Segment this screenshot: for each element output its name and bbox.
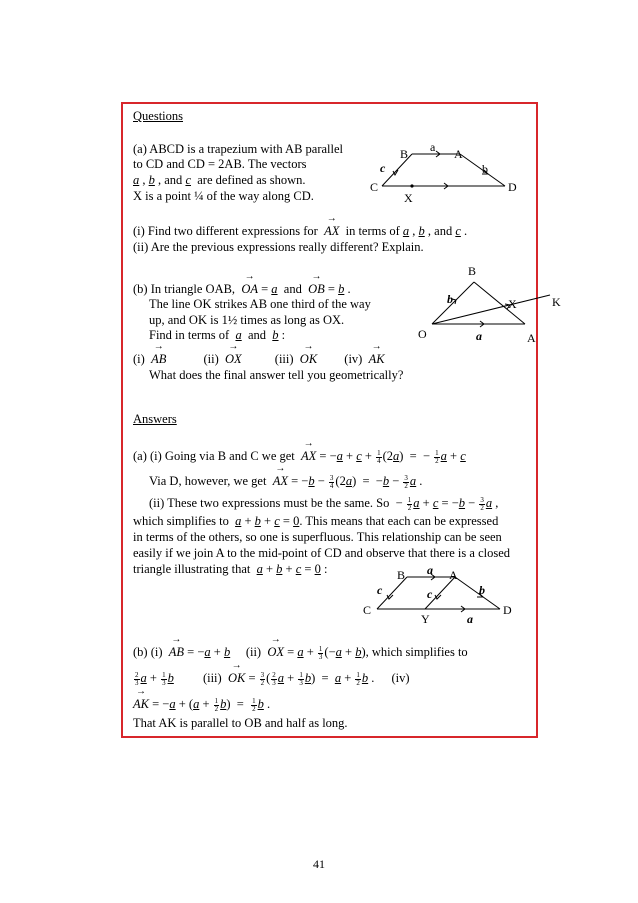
label-vec-c2: c xyxy=(427,587,433,601)
label-a: A xyxy=(527,331,536,345)
label-y: Y xyxy=(421,612,430,626)
answer-b-iv: → AK = −a + (a + $\frac{1}{2}$ b) = $\frac{1}{2}$ b . xyxy=(133,697,270,713)
label-vec-c: c xyxy=(380,161,386,175)
label-c-vertex: C xyxy=(370,180,379,194)
answer-b-iii: $\frac{2}{3}$ a + $\frac{1}{3}$ b (iii) → OK = $\frac{3}{2}$ ( $\frac{2}{3}$ a + $\frac{1}{3}$ b) = a + $\frac{1}{2}$ b . (iv) xyxy=(133,671,410,687)
label-vec-b: b xyxy=(447,292,453,306)
label-c-vertex: C xyxy=(363,603,372,617)
label-x: X xyxy=(508,297,517,311)
answer-final: That AK is parallel to OB and half as long. xyxy=(133,716,348,730)
part-a-ii: (ii) Are the previous expressions really different? Explain. xyxy=(133,240,424,254)
closed-triangle-diagram xyxy=(355,565,525,631)
part-b-question: What does the final answer tell you geometrically? xyxy=(149,368,404,382)
answers-heading: Answers xyxy=(133,412,177,426)
label-k: K xyxy=(552,295,561,309)
triangle-diagram xyxy=(410,262,570,346)
part-b-items: (i) → AB (ii) → OX (iii) → OK (iv) → AK xyxy=(133,352,385,367)
label-vec-a: a xyxy=(476,329,482,343)
label-vec-a2: a xyxy=(467,612,473,626)
side-ad xyxy=(455,577,500,609)
questions-heading: Questions xyxy=(133,109,183,123)
label-vec-a: a xyxy=(427,565,433,577)
answer-para-4: triangle illustrating that a + b + c = 0 : xyxy=(133,562,328,576)
part-b-line-3: up, and OK is 1½ times as long as OX. xyxy=(149,313,345,327)
answer-a-ii: (ii) These two expressions must be the same. So − $\frac{1}{2}$ a + c = −b − $\frac{3}{2}$ a , xyxy=(149,495,499,512)
page-number: 41 xyxy=(313,857,325,871)
answer-a-i: (a) (i) Going via B and C we get → AX = −a + c + $\frac{1}{4}$ (2a) = − $\frac{1}{2}$ a + c xyxy=(133,449,466,465)
label-d: D xyxy=(508,180,517,194)
arrow-c xyxy=(393,170,398,175)
part-b-line-4: Find in terms of a and b : xyxy=(149,328,286,342)
part-a-line-1: (a) ABCD is a trapezium with AB parallel xyxy=(133,142,344,156)
label-vec-a: a xyxy=(430,140,436,154)
part-a-line-3: a , b , and c are defined as shown. xyxy=(133,173,306,187)
label-vec-b: b xyxy=(479,583,485,597)
part-a-i: (i) Find two different expressions for → AX in terms of a , b , and c . xyxy=(133,224,467,239)
part-a-line-4: X is a point ¼ of the way along CD. xyxy=(133,189,314,203)
side-ob xyxy=(432,282,474,324)
answer-para-2: in terms of the others, so one is superfluous. This relationship can be seen xyxy=(133,530,502,544)
trapezium-diagram xyxy=(360,140,530,212)
answer-para-3: easily if we join A to the mid-point of CD and observe that there is a closed xyxy=(133,546,511,560)
label-vec-b: b xyxy=(482,162,488,176)
point-x xyxy=(410,184,413,187)
label-b: B xyxy=(397,568,406,582)
label-vec-c: c xyxy=(377,583,383,597)
part-b-line-2: The line OK strikes AB one third of the way xyxy=(149,297,371,311)
part-b-line-1: (b) In triangle OAB, → OA = a and → OB = b . xyxy=(133,282,351,297)
label-b: B xyxy=(468,264,477,278)
answer-simplifies: which simplifies to a + b + c = 0. This means that each can be expressed xyxy=(133,514,499,528)
label-a-vertex: A xyxy=(454,147,463,161)
label-a-vertex: A xyxy=(449,568,458,582)
label-o: O xyxy=(418,327,427,341)
part-a-line-2: to CD and CD = 2AB. The vectors xyxy=(133,157,307,171)
answer-via-d: Via D, however, we get → AX = −b − $\frac{3}{4}$ (2a) = −b − $\frac{3}{2}$ a . xyxy=(149,474,422,490)
label-b: B xyxy=(400,147,409,161)
label-d: D xyxy=(503,603,512,617)
answer-b-i-ii: (b) (i) → AB = −a + b (ii) → OX = a + $\frac{1}{3}$ (−a + b), which simplifies to xyxy=(133,645,468,661)
label-x: X xyxy=(404,191,413,205)
